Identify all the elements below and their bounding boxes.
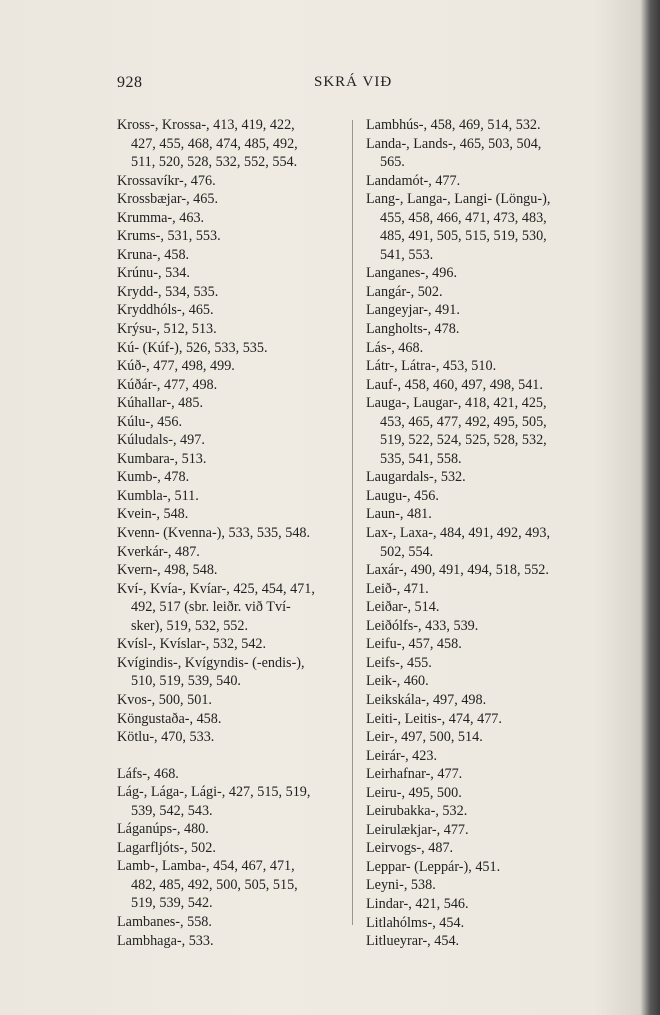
index-entry: [366, 691, 618, 710]
index-entry-line: Kumb-, 478.: [117, 469, 190, 486]
index-entry-line: 541, 553.: [380, 246, 434, 263]
index-entry-line: Leirubakka-, 532.: [366, 803, 468, 820]
index-entry-line: Lang-, Langa-, Langi- (Löngu-),: [366, 191, 551, 208]
index-entry: [117, 283, 357, 302]
index-entry-line: Kúhallar-, 485.: [117, 395, 203, 412]
index-entry-line: Leið-, 471.: [366, 580, 429, 597]
index-entry-line: Lambhús-, 458, 469, 514, 532.: [366, 117, 541, 133]
index-entry: [366, 394, 618, 468]
index-entry-line: Leifs-, 455.: [366, 654, 432, 671]
index-entry: [366, 635, 618, 654]
index-entry: [366, 617, 618, 636]
index-entry: [117, 913, 357, 932]
index-entry: [117, 209, 357, 228]
index-entry-line: Kvígindis-, Kvígyndis- (-endis-),: [117, 654, 305, 671]
index-entry-line: Leirulækjar-, 477.: [366, 821, 469, 838]
index-entry: [117, 820, 357, 839]
index-entry-line: Langeyjar-, 491.: [366, 302, 460, 319]
index-entry: [366, 654, 618, 673]
index-entry: [117, 376, 357, 395]
index-entry: [117, 487, 357, 506]
index-entry: [366, 190, 618, 264]
index-entry-line: Langár-, 502.: [366, 283, 443, 300]
index-entry: [366, 839, 618, 858]
index-entry: [117, 116, 357, 172]
index-entry: [366, 876, 618, 895]
index-entry-line: Láganúps-, 480.: [117, 821, 209, 838]
index-entry-line: Litlahólms-, 454.: [366, 914, 465, 931]
index-entry-line: Leiðar-, 514.: [366, 599, 440, 616]
index-entry: [366, 895, 618, 914]
index-entry: [366, 320, 618, 339]
index-entry-line: 539, 542, 543.: [131, 802, 213, 819]
index-entry: [117, 505, 357, 524]
index-entry-line: Langholts-, 478.: [366, 321, 460, 338]
index-entry-line: Langanes-, 496.: [366, 265, 458, 282]
index-entry-line: 482, 485, 492, 500, 505, 515,: [131, 876, 298, 893]
index-entry-line: Leikskála-, 497, 498.: [366, 691, 487, 708]
index-entry: [117, 264, 357, 283]
index-entry: [366, 505, 618, 524]
index-entry-line: Leppar- (Leppár-), 451.: [366, 858, 501, 875]
index-entry-line: 492, 517 (sbr. leiðr. við Tví-: [131, 599, 291, 616]
index-entry-line: Kötlu-, 470, 533.: [117, 729, 215, 746]
index-entry-line: Kúð-, 477, 498, 499.: [117, 358, 235, 375]
index-entry: [117, 468, 357, 487]
index-entry-line: Krydd-, 534, 535.: [117, 283, 219, 300]
index-entry-line: Lamb-, Lamba-, 454, 467, 471,: [117, 858, 295, 875]
index-entry-line: Leirár-, 423.: [366, 747, 438, 764]
index-entry: [366, 914, 618, 933]
index-entry-line: Kúludals-, 497.: [117, 432, 205, 449]
index-entry-line: 485, 491, 505, 515, 519, 530,: [380, 228, 547, 245]
column-divider: [352, 120, 353, 925]
index-entry: [117, 227, 357, 246]
index-entry: [366, 172, 618, 191]
index-entry-line: Leir-, 497, 500, 514.: [366, 729, 483, 746]
index-entry-line: Lág-, Lága-, Lági-, 427, 515, 519,: [117, 784, 311, 801]
index-entry-line: Leiðólfs-, 433, 539.: [366, 617, 479, 634]
index-column-left: [117, 116, 357, 950]
index-entry: [117, 172, 357, 191]
index-entry-line: Leirhafnar-, 477.: [366, 766, 463, 783]
index-entry-line: 511, 520, 528, 532, 552, 554.: [131, 154, 298, 171]
index-entry-line: Leik-, 460.: [366, 673, 429, 690]
index-entry: [117, 543, 357, 562]
index-entry: [366, 858, 618, 877]
index-entry: [366, 116, 618, 135]
index-entry-line: Leyni-, 538.: [366, 877, 436, 894]
index-entry-line: Krossbæjar-, 465.: [117, 191, 218, 208]
index-entry: [117, 691, 357, 710]
index-entry: [117, 524, 357, 543]
index-entry: [117, 783, 357, 820]
index-entry: [366, 821, 618, 840]
running-title: SKRÁ VIÐ: [314, 74, 393, 90]
index-entry-line: Leifu-, 457, 458.: [366, 636, 462, 653]
index-entry: [117, 450, 357, 469]
index-entry: [117, 413, 357, 432]
index-entry-line: Leirvogs-, 487.: [366, 840, 454, 857]
index-entry: [366, 339, 618, 358]
index-entry: [366, 357, 618, 376]
index-entry-line: Kúðár-, 477, 498.: [117, 376, 218, 393]
index-entry: [366, 747, 618, 766]
index-entry-line: Lax-, Laxa-, 484, 491, 492, 493,: [366, 525, 551, 542]
index-entry: [366, 468, 618, 487]
index-entry: [366, 561, 618, 580]
index-entry: [366, 264, 618, 283]
index-entry: [366, 283, 618, 302]
index-entry-line: 455, 458, 466, 471, 473, 483,: [380, 209, 547, 226]
index-entry-line: Kumbla-, 511.: [117, 487, 199, 504]
index-entry-line: Lauf-, 458, 460, 497, 498, 541.: [366, 376, 543, 393]
index-entry-line: Kvern-, 498, 548.: [117, 562, 218, 579]
index-entry-line: Litlueyrar-, 454.: [366, 933, 460, 950]
index-entry: [366, 487, 618, 506]
index-entry-line: Kvísl-, Kvíslar-, 532, 542.: [117, 636, 267, 653]
index-entry: [366, 135, 618, 172]
index-entry: [366, 598, 618, 617]
index-entry-line: Krýsu-, 512, 513.: [117, 321, 217, 338]
index-entry: [117, 190, 357, 209]
index-entry-line: Kvenn- (Kvenna-), 533, 535, 548.: [117, 525, 311, 542]
index-entry-line: Kryddhóls-, 465.: [117, 302, 214, 319]
index-entry-line: Laxár-, 490, 491, 494, 518, 552.: [366, 562, 549, 579]
index-column-right: [366, 116, 618, 951]
index-entry: [117, 857, 357, 913]
index-entry-line: Krossavíkr-, 476.: [117, 172, 216, 189]
index-entry-line: Landa-, Lands-, 465, 503, 504,: [366, 135, 542, 152]
index-entry-line: Láfs-, 468.: [117, 765, 179, 782]
index-entry-line: 453, 465, 477, 492, 495, 505,: [380, 413, 547, 430]
index-entry: [117, 320, 357, 339]
index-entry-line: Laugardals-, 532.: [366, 469, 466, 486]
index-entry-line: 535, 541, 558.: [380, 450, 462, 467]
index-entry: [366, 524, 618, 561]
index-entry-line: Látr-, Látra-, 453, 510.: [366, 358, 497, 375]
index-entry-line: Kross-, Krossa-, 413, 419, 422,: [117, 117, 295, 133]
index-entry-line: Krúnu-, 534.: [117, 265, 190, 282]
index-entry: [366, 301, 618, 320]
page-header: [117, 74, 560, 96]
index-entry-line: Krums-, 531, 553.: [117, 228, 221, 245]
index-entry: [117, 301, 357, 320]
index-entry-line: 519, 539, 542.: [131, 895, 213, 912]
index-entry-line: Kvos-, 500, 501.: [117, 691, 212, 708]
index-entry-line: Kví-, Kvía-, Kvíar-, 425, 454, 471,: [117, 580, 315, 597]
index-entry: [117, 339, 357, 358]
index-entry: [117, 932, 357, 951]
index-entry-line: 427, 455, 468, 474, 485, 492,: [131, 135, 298, 152]
index-entry: [117, 561, 357, 580]
index-entry: [117, 710, 357, 729]
index-entry-line: Kruna-, 458.: [117, 246, 190, 263]
index-entry-line: 510, 519, 539, 540.: [131, 673, 241, 690]
index-entry-line: Laugu-, 456.: [366, 487, 439, 504]
index-entry-line: Lauga-, Laugar-, 418, 421, 425,: [366, 395, 547, 412]
index-entry: [366, 376, 618, 395]
index-entry-line: Lás-, 468.: [366, 339, 424, 356]
index-entry-line: Leiti-, Leitis-, 474, 477.: [366, 710, 502, 727]
index-entry: [117, 246, 357, 265]
index-entry-line: Krumma-, 463.: [117, 209, 205, 226]
index-entry: [117, 728, 357, 747]
index-entry-line: Landamót-, 477.: [366, 172, 461, 189]
index-entry: [117, 839, 357, 858]
index-entry-line: Lagarfljóts-, 502.: [117, 839, 216, 856]
index-entry-line: Kúlu-, 456.: [117, 413, 183, 430]
index-entry: [366, 784, 618, 803]
index-entry-line: Lindar-, 421, 546.: [366, 895, 469, 912]
index-entry-line: 565.: [380, 154, 405, 171]
index-entry: [117, 431, 357, 450]
index-entry: [366, 728, 618, 747]
index-entry: [117, 765, 357, 784]
index-entry-line: Lambanes-, 558.: [117, 913, 212, 930]
index-entry: [117, 654, 357, 691]
index-entry: [366, 765, 618, 784]
index-entry: [117, 394, 357, 413]
index-entry: [366, 580, 618, 599]
index-entry-line: Kumbara-, 513.: [117, 450, 207, 467]
index-entry: [117, 580, 357, 636]
page-number: 928: [117, 74, 143, 91]
index-entry-line: sker), 519, 532, 552.: [131, 617, 249, 634]
index-entry: [366, 672, 618, 691]
index-entry: [117, 357, 357, 376]
index-entry-line: 502, 554.: [380, 543, 434, 560]
index-entry-line: Kvein-, 548.: [117, 506, 189, 523]
index-entry-line: Kverkár-, 487.: [117, 543, 200, 560]
index-entry-line: Köngustaða-, 458.: [117, 710, 222, 727]
index-entry: [366, 710, 618, 729]
index-entry-line: Leiru-, 495, 500.: [366, 784, 462, 801]
index-entry: [366, 802, 618, 821]
section-gap: [117, 747, 357, 765]
index-entry-line: Laun-, 481.: [366, 506, 432, 523]
index-entry: [366, 932, 618, 951]
index-entry-line: Lambhaga-, 533.: [117, 932, 214, 949]
index-entry: [117, 635, 357, 654]
index-entry-line: 519, 522, 524, 525, 528, 532,: [380, 432, 547, 449]
index-entry-line: Kú- (Kúf-), 526, 533, 535.: [117, 339, 268, 356]
